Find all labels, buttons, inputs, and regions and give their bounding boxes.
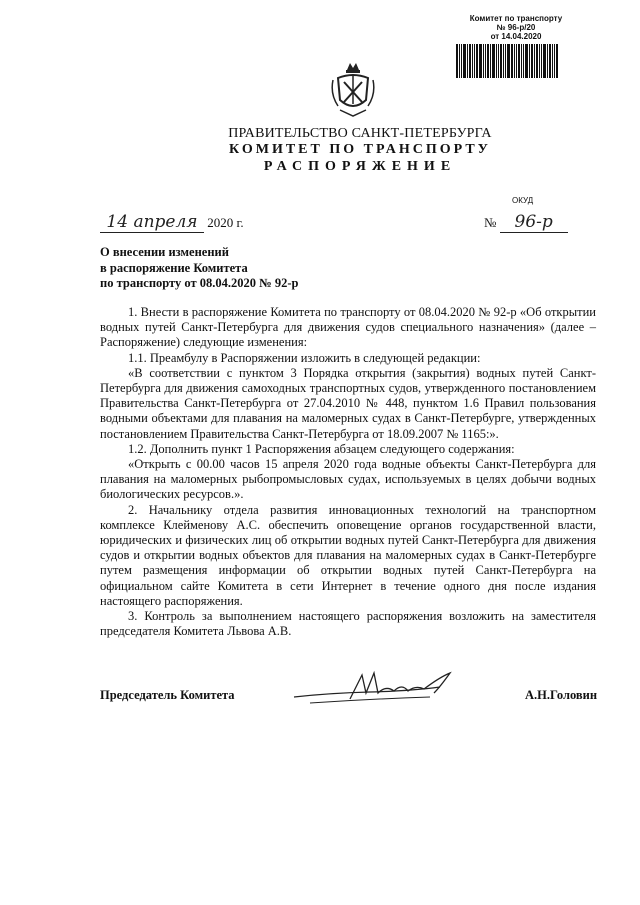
paragraph: 1.1. Преамбулу в Распоряжении изложить в следующей редакции: [128,350,481,365]
date-year: 2020 г. [207,215,244,230]
document-subject [100,245,298,292]
barcode-bar [496,44,497,78]
paragraph: «Открыть с 00.00 часов 15 апреля 2020 года водные объекты Санкт-Петербурга для плавания на маломерных рыбопромысловых судах, используемых в целях добычи водных биологических ресурсов.». [100,457,596,502]
subject-line: О внесении изменений [100,245,229,259]
barcode-bar [459,44,460,78]
barcode-bar [500,44,502,78]
stamp-line-2: № 96-р/20 [496,23,536,32]
stamp-line-3: от 14.04.2020 [490,32,542,41]
registration-stamp [456,14,576,41]
barcode-bar [521,44,522,78]
barcode-bar [472,44,473,78]
barcode-bar [456,44,458,78]
paragraph: «В соответствии с пунктом 3 Порядка открытия (закрытия) водных путей Санкт-Петербурга для движения самоходных транспортных судов, утвержденного постановлением Правительства Санкт-Петербурга от 27.04.2010 № 448, пунктом 1.6 Правил пользования водными объектами для плавания на маломерных судах в Санкт-Петербурге, утвержденных постановлением Правительства Санкт-Петербурга от 18.09.2007 № 1165:». [100,365,596,441]
barcode-bar [554,44,555,78]
barcode-bar [476,44,478,78]
barcode-bar [543,44,546,78]
barcode-bar [503,44,504,78]
barcode-bar [474,44,475,78]
barcode-bar [479,44,482,78]
coat-of-arms-icon [330,60,376,120]
barcode-bar [492,44,495,78]
barcode-bar [534,44,535,78]
barcode-bar [541,44,542,78]
handwritten-signature [290,663,490,713]
barcode-bar [516,44,517,78]
subject-line: в распоряжение Комитета [100,260,248,275]
barcode-bar [549,44,551,78]
barcode-bar [511,44,513,78]
barcode-bar [487,44,489,78]
document-type: РАСПОРЯЖЕНИЕ [263,159,457,174]
committee-title: КОМИТЕТ ПО ТРАНСПОРТУ [229,142,491,157]
okud-label: ОКУД [512,196,534,205]
signatory-name: А.Н.Головин [525,688,598,702]
barcode-bar [536,44,538,78]
barcode [456,44,576,78]
barcode-bar [483,44,484,78]
barcode-bar [556,44,558,78]
subject-line: по транспорту от 08.04.2020 № 92-р [100,276,299,290]
government-title: ПРАВИТЕЛЬСТВО САНКТ-ПЕТЕРБУРГА [228,126,492,141]
signatory-position: Председатель Комитета [100,688,235,702]
barcode-bar [547,44,548,78]
barcode-bar [485,44,486,78]
barcode-bar [467,44,468,78]
document-number [484,212,568,233]
barcode-bar [498,44,499,78]
barcode-bar [514,44,515,78]
paragraph: 1.2. Дополнить пункт 1 Распоряжения абзацем следующего содержания: [128,441,515,456]
barcode-bar [518,44,520,78]
barcode-bar [463,44,466,78]
handwritten-date: 14 апреля [100,212,204,233]
document-date [100,212,244,233]
paragraph: 3. Контроль за выполнением настоящего распоряжения возложить на заместителя председателя Комитета Львова А.В. [100,609,596,639]
barcode-bar [525,44,528,78]
barcode-bar [539,44,540,78]
paragraph: 1. Внести в распоряжение Комитета по транспорту от 08.04.2020 № 92-р «Об открытии водных путей Санкт-Петербурга для движения судов специального назначения» (далее – Распоряжение) следующие изменения: [100,305,596,350]
barcode-bar [469,44,471,78]
barcode-bar [461,44,462,78]
barcode-bar [531,44,533,78]
document-body [100,305,596,639]
number-prefix: № [484,215,497,230]
barcode-bar [507,44,510,78]
barcode-bar [552,44,553,78]
paragraph: 2. Начальнику отдела развития инновационных технологий на транспортном комплексе Клейменову А.С. обеспечить оповещение органов государственной власти, юридических и физических лиц об открытии водных путей Санкт-Петербурга для движения судов и открытии водных объектов для плавания на маломерных судах в Санкт-Петербурге путем размещения информации об открытии водных путей Санкт-Петербурга на официальном сайте Комитета в сети Интернет в течение одного дня после издания настоящего распоряжения. [100,502,596,608]
barcode-bar [529,44,530,78]
barcode-bar [505,44,506,78]
handwritten-number: 96-р [500,212,568,233]
barcode-bar [490,44,491,78]
stamp-line-1: Комитет по транспорту [469,14,563,23]
barcode-bar [523,44,524,78]
